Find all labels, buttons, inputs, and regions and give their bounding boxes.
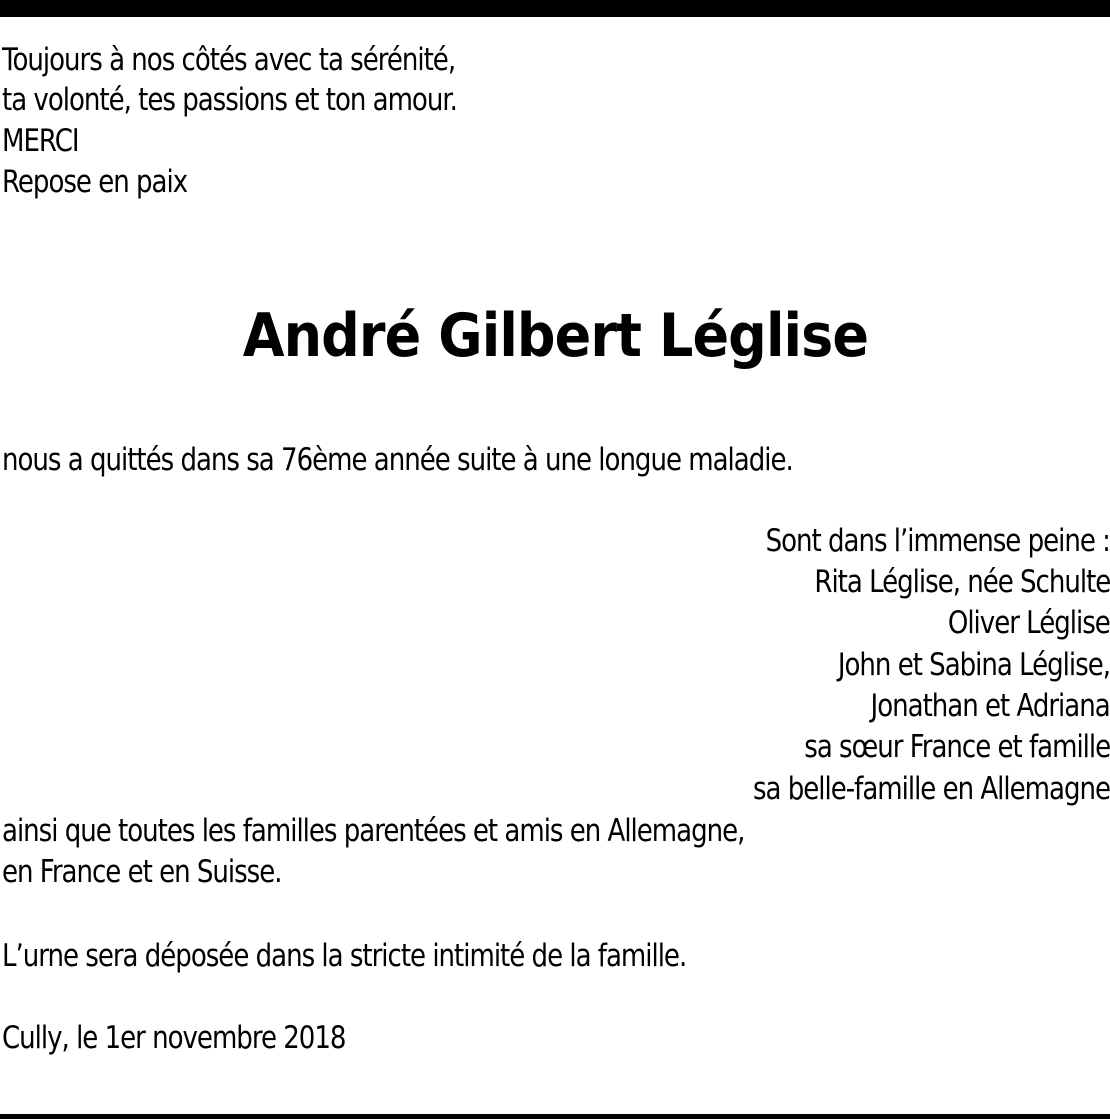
mourner-line: sa belle-famille en Allemagne <box>753 771 1110 807</box>
relatives-line-1: ainsi que toutes les familles parentées et amis en Allemagne, <box>2 813 745 849</box>
relatives-line-2: en France et en Suisse. <box>2 854 282 890</box>
intro-line-merci: MERCI <box>2 123 79 159</box>
mourner-line: Oliver Léglise <box>948 605 1110 641</box>
place-date: Cully, le 1er novembre 2018 <box>2 1020 346 1056</box>
intro-line-1: Toujours à nos côtés avec ta sérénité, <box>2 42 456 78</box>
mourner-line: Jonathan et Adriana <box>870 688 1110 724</box>
deceased-name-text: André Gilbert Léglise <box>242 301 868 371</box>
mourner-line: John et Sabina Léglise, <box>837 647 1110 683</box>
intro-line-repose: Repose en paix <box>2 164 188 200</box>
mourners-heading: Sont dans l’immense peine : <box>765 523 1110 559</box>
top-rule <box>0 0 1110 17</box>
mourner-line: sa sœur France et famille <box>804 729 1110 765</box>
intro-line-2: ta volonté, tes passions et ton amour. <box>2 82 457 118</box>
deceased-name <box>0 296 1110 376</box>
mourner-line: Rita Léglise, née Schulte <box>814 564 1110 600</box>
announcement-line: nous a quittés dans sa 76ème année suite à une longue maladie. <box>2 442 793 478</box>
urn-note: L’urne sera déposée dans la stricte intimité de la famille. <box>2 938 687 974</box>
bottom-rule <box>0 1114 1110 1119</box>
